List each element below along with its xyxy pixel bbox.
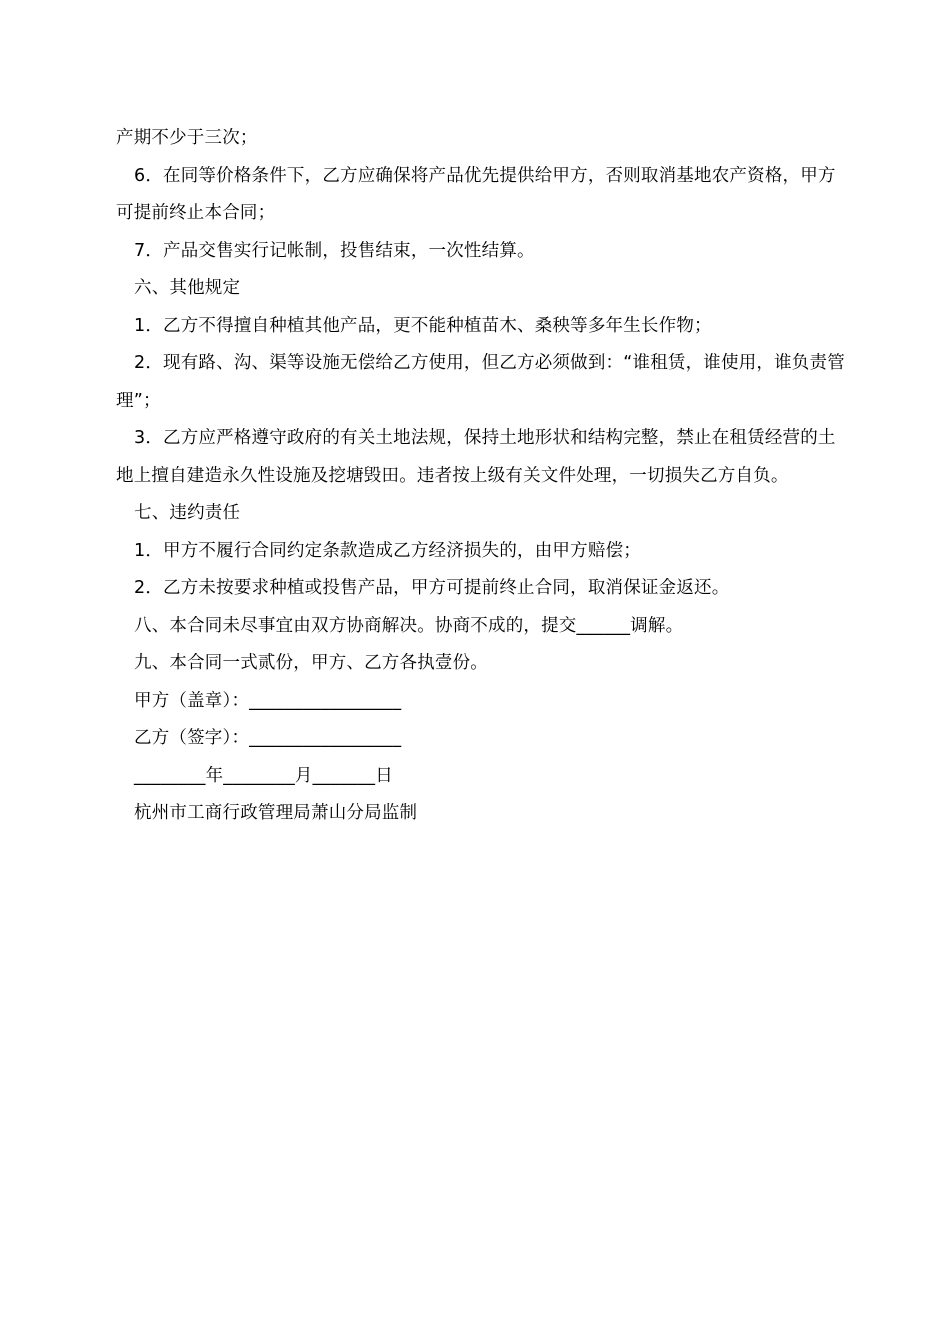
paragraph-continuation: 产期不少于三次； — [116, 128, 258, 148]
document-body — [116, 120, 850, 833]
section-8: 八、本合同未尽事宜由双方协商解决。协商不成的，提交______调解。 — [134, 615, 684, 636]
clause-6-1: 1．乙方不得擅自种植其他产品，更不能种植苗木、桑秧等多年生长作物； — [134, 315, 712, 336]
section-heading-7: 七、违约责任 — [134, 503, 241, 523]
party-b-signature-line: 乙方（签字）：_________________ — [134, 728, 402, 748]
section-heading-6: 六、其他规定 — [134, 278, 241, 298]
party-a-seal-line: 甲方（盖章）：_________________ — [134, 690, 402, 711]
clause-7-1: 1．甲方不履行合同约定条款造成乙方经济损失的，由甲方赔偿； — [134, 540, 641, 561]
section-9: 九、本合同一式贰份，甲方、乙方各执壹份。 — [134, 653, 488, 673]
clause-5-6: 6．在同等价格条件下，乙方应确保将产品优先提供给甲方，否则取消基地农产资格，甲方可提前终止本合同； — [116, 165, 836, 223]
clause-7-2: 2．乙方未按要求种植或投售产品，甲方可提前终止合同，取消保证金返还。 — [134, 578, 730, 598]
issuer-line: 杭州市工商行政管理局萧山分局监制 — [134, 803, 418, 823]
clause-6-3: 3．乙方应严格遵守政府的有关土地法规，保持土地形状和结构完整，禁止在租赁经营的土地上擅自建造永久性设施及挖塘毁田。违者按上级有关文件处理，一切损失乙方自负。 — [116, 428, 836, 486]
clause-6-2: 2．现有路、沟、渠等设施无偿给乙方使用，但乙方必须做到：“谁租赁，谁使用，谁负责管理”； — [116, 353, 845, 411]
clause-5-7: 7．产品交售实行记帐制，投售结束，一次性结算。 — [134, 240, 535, 261]
date-line: ________年________月_______日 — [134, 765, 393, 786]
